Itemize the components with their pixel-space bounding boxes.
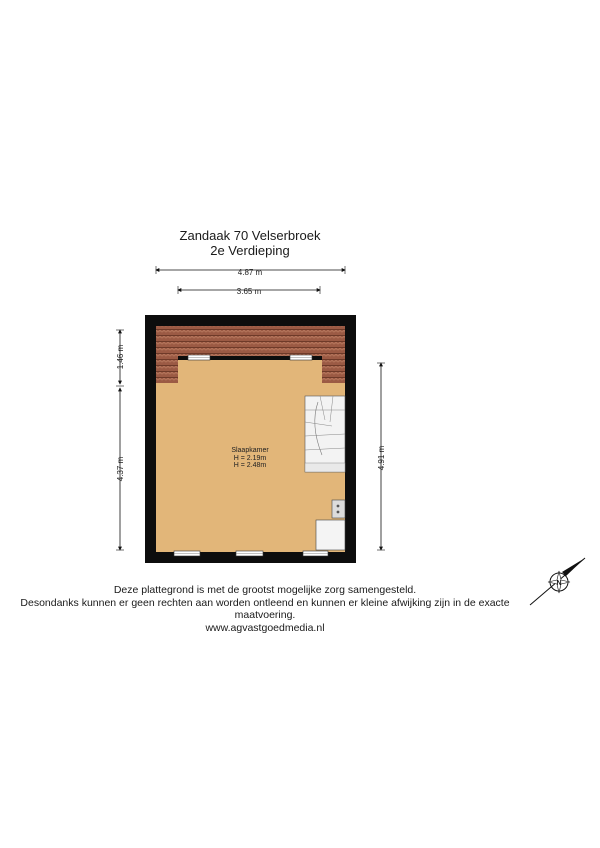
- staircase: [305, 396, 345, 472]
- roof-tiles-right: [322, 356, 345, 383]
- disclaimer-line-2: Desondanks kunnen er geen rechten aan worden ontleend en kunnen er kleine afwijking zijn in de exacte maatvoering.: [20, 596, 510, 621]
- dimension-top-inner: [178, 286, 320, 296]
- dimension-left-lower: [116, 386, 125, 550]
- window-bottom-left: [174, 551, 200, 556]
- dim-top-inner-label: 3.65 m: [236, 287, 262, 296]
- room-height-min: H = 2.19m: [233, 455, 267, 462]
- dimension-right: [377, 363, 386, 550]
- compass-north-label: N: [556, 580, 562, 587]
- compass-icon: [530, 558, 585, 605]
- room-name: Slaapkamer: [231, 447, 269, 454]
- dimension-left-upper: [116, 330, 125, 384]
- dim-right-label: 4.91 m: [377, 445, 386, 471]
- disclaimer: [0, 584, 530, 634]
- roof-tiles-top: [156, 326, 345, 356]
- dim-top-outer-label: 4.87 m: [237, 268, 263, 277]
- floor-label: 2e Verdieping: [210, 243, 290, 258]
- plan-title: Zandaak 70 Velserbroek: [179, 228, 321, 243]
- disclaimer-line-1: Deze plattegrond is met de grootst mogelijke zorg samengesteld.: [113, 584, 417, 596]
- room-height-max: H = 2.48m: [233, 462, 267, 469]
- dimension-top-outer: [156, 266, 345, 277]
- cabinet: [316, 520, 345, 550]
- window-top-right: [290, 355, 312, 360]
- dim-left-upper-label: 1.46 m: [116, 344, 125, 370]
- roof-tiles-left: [156, 356, 178, 383]
- window-bottom-middle: [236, 551, 263, 556]
- dim-left-lower-label: 4.37 m: [116, 456, 125, 482]
- window-top-left: [188, 355, 210, 360]
- website-link[interactable]: www.agvastgoedmedia.nl: [205, 621, 325, 634]
- sink-fixture: [332, 500, 345, 518]
- window-bottom-right: [303, 551, 328, 556]
